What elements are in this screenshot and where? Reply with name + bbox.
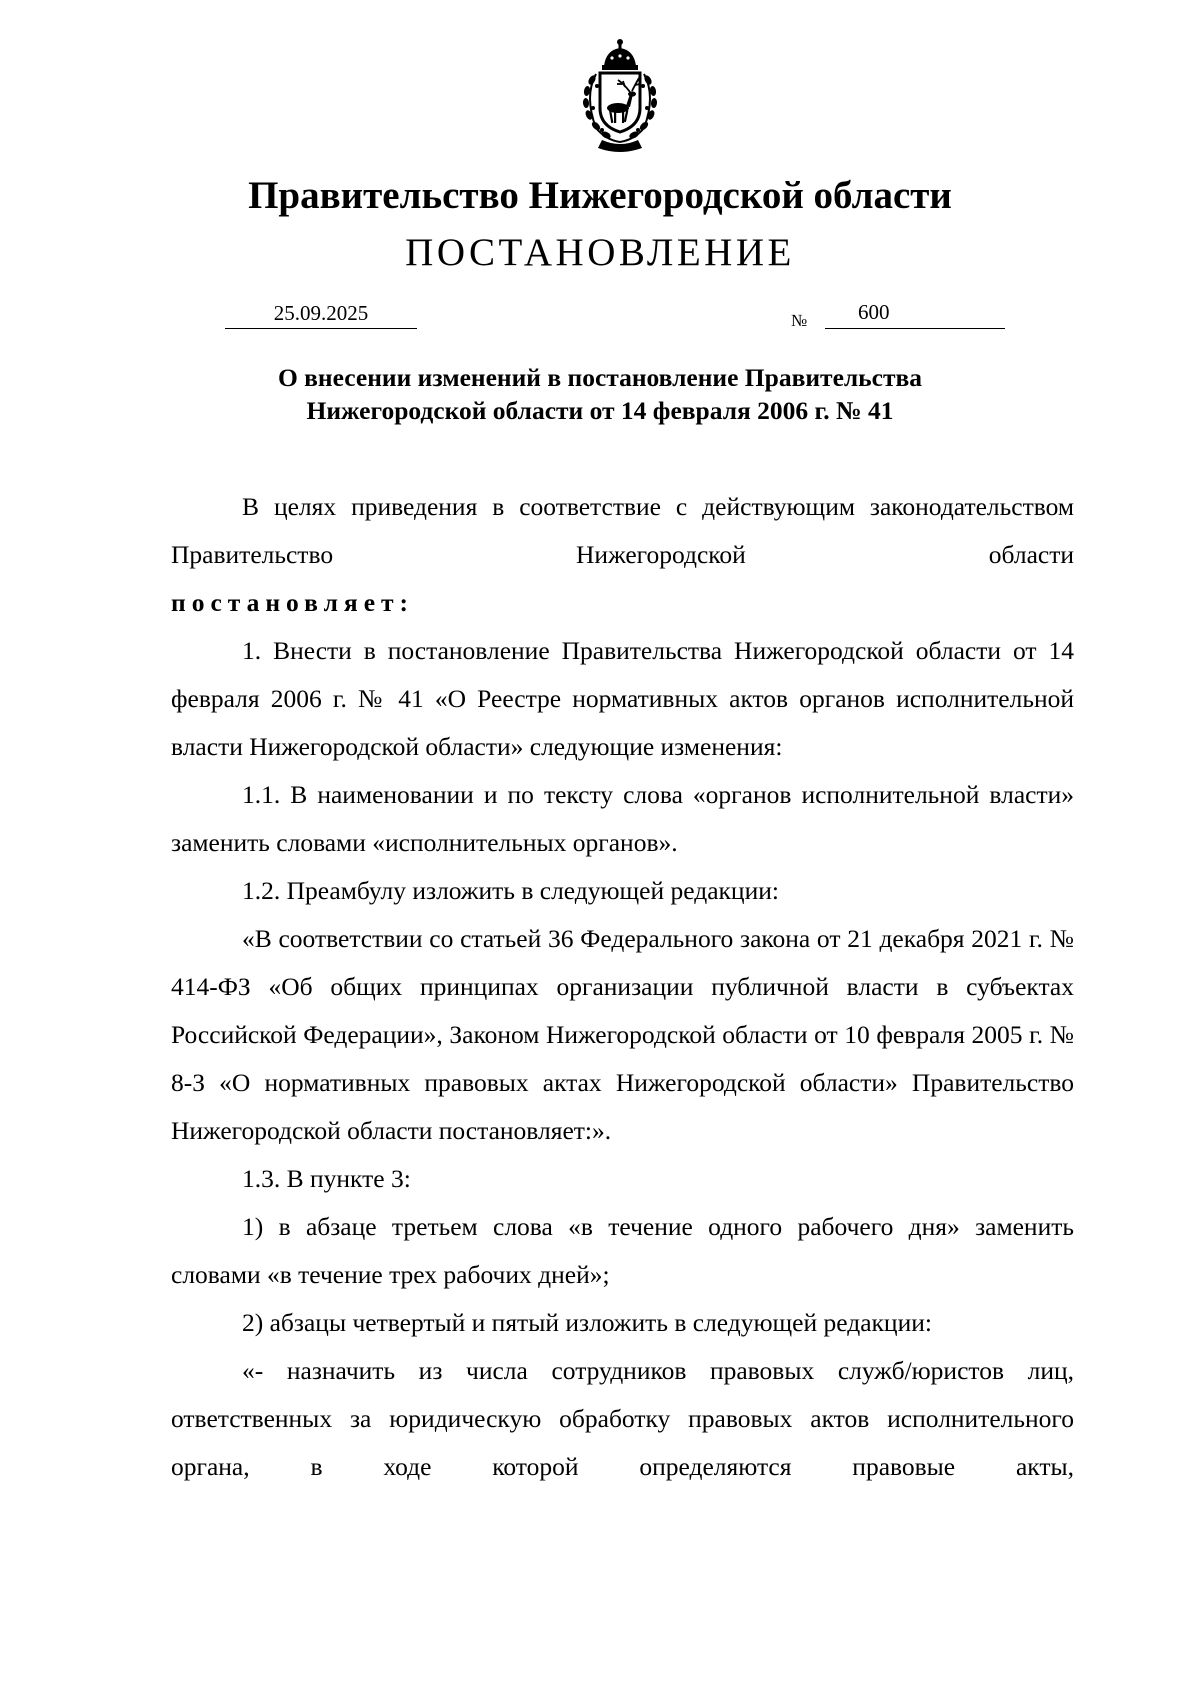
paragraph-1-3-item-1: 1) в абзаце третьем слова «в течение одного рабочего дня» заменить словами «в течение трех рабочих дней»; bbox=[171, 1212, 1074, 1289]
document-date: 25.09.2025 bbox=[225, 298, 417, 329]
paragraph-1-3-item-2: 2) абзацы четвертый и пятый изложить в следующей редакции: bbox=[242, 1308, 932, 1337]
number-sign: № bbox=[791, 311, 808, 330]
resolves-word bbox=[171, 579, 1074, 627]
document-subject bbox=[0, 361, 1200, 427]
paragraph-1-2: 1.2. Преамбулу изложить в следующей редакции: bbox=[242, 876, 779, 905]
paragraph-1-1: 1.1. В наименовании и по тексту слова «органов исполнительной власти» заменить словами «исполнительных органов». bbox=[171, 780, 1074, 857]
document-type: ПОСТАНОВЛЕНИЕ bbox=[405, 231, 795, 274]
organization-title: Правительство Нижегородской области bbox=[248, 174, 952, 217]
paragraph-1: 1. Внести в постановление Правительства Нижегородской области от 14 февраля 2006 г. № 41 «О Реестре нормативных актов органов исполнительной власти Нижегородской области» следующие изменения: bbox=[171, 636, 1074, 761]
subject-line-2: Нижегородской области от 14 февраля 2006 г. № 41 bbox=[306, 396, 894, 425]
paragraph-1-3: 1.3. В пункте 3: bbox=[242, 1164, 411, 1193]
document-number-field bbox=[825, 297, 1005, 329]
paragraph-1-2-quote: «В соответствии со статьей 36 Федерального закона от 21 декабря 2021 г. № 414-ФЗ «Об общих принципах организации публичной власти в субъектах Российской Федерации», Законом Нижегородской области от 10 февраля 2005 г. № 8-З «О нормативных правовых актах Нижегородской области» Правительство Нижегородской области постановляет:». bbox=[171, 924, 1074, 1145]
paragraph-1-3-item-2-quote: «- назначить из числа сотрудников правовых служб/юристов лиц, ответственных за юридическую обработку правовых актов исполнительного органа, в ходе которой определяются правовые акты, bbox=[171, 1356, 1074, 1481]
document-body bbox=[171, 483, 1074, 1491]
document-number: 600 bbox=[858, 300, 890, 324]
resolves-text: постановляет: bbox=[171, 588, 415, 617]
preamble-paragraph: В целях приведения в соответствие с действующим законодательством Правительство Нижегородской области bbox=[171, 492, 1074, 569]
coat-of-arms-emblem bbox=[566, 36, 674, 154]
subject-line-1: О внесении изменений в постановление Правительства bbox=[277, 363, 923, 392]
